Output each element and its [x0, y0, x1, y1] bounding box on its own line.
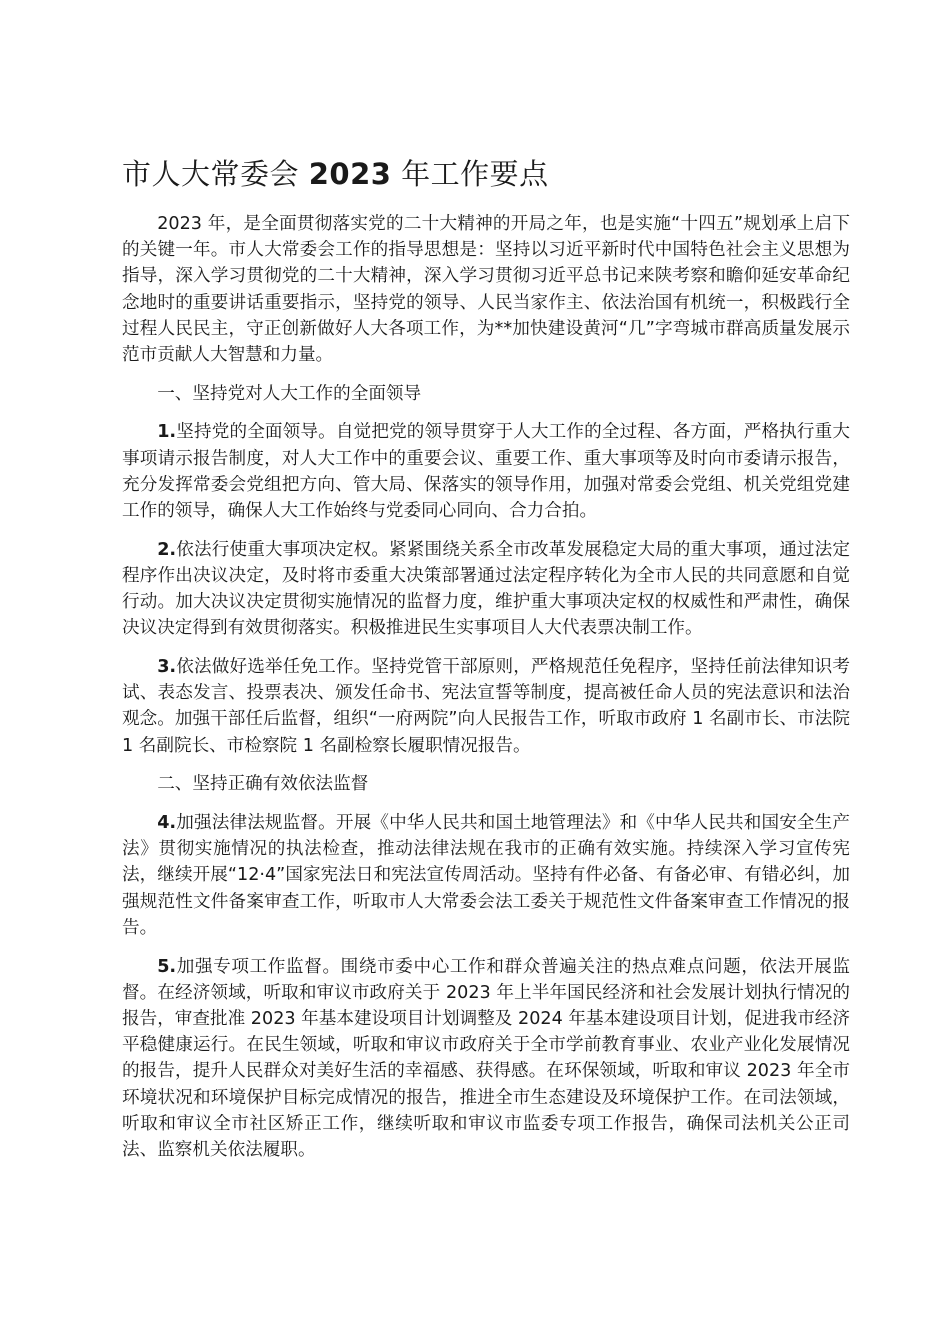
- item-text: 依法做好选举任免工作。坚持党管干部原则，严格规范任免程序，坚持任前法律知识考试、表态发言、投票表决、颁发任命书、宪法宣誓等制度，提高被任命人员的宪法意识和法治观念。加强干部任后监督，组织“一府两院”向人民报告工作，听取市政府 1 名副市长、市法院 1 名副院长、市检察院 1 名副检察长履职情况报告。: [122, 657, 850, 756]
- item-number: 3.: [157, 657, 177, 678]
- title-year: 2023: [308, 157, 392, 191]
- item-paragraph-2: [122, 537, 850, 642]
- intro-paragraph: 2023 年，是全面贯彻落实党的二十大精神的开局之年，也是实施“十四五”规划承上启下的关键一年。市人大常委会工作的指导思想是：坚持以习近平新时代中国特色社会主义思想为指导，深入学习贯彻党的二十大精神，深入学习贯彻习近平总书记来陕考察和瞻仰延安革命纪念地时的重要讲话重要指示，坚持党的领导、人民当家作主、依法治国有机统一，积极践行全过程人民民主，守正创新做好人大各项工作，为**加快建设黄河“几”字弯城市群高质量发展示范市贡献人大智慧和力量。: [122, 214, 850, 366]
- item-text: 依法行使重大事项决定权。紧紧围绕关系全市改革发展稳定大局的重大事项，通过法定程序作出决议决定，及时将市委重大决策部署通过法定程序转化为全市人民的共同意愿和自觉行动。加大决议决定贯彻实施情况的监督力度，维护重大事项决定权的权威性和严肃性，确保决议决定得到有效贯彻落实。积极推进民生实事项目人大代表票决制工作。: [122, 539, 850, 639]
- item-paragraph-5: [122, 954, 850, 1164]
- item-number: 5.: [157, 956, 177, 977]
- section-heading-2: 二、坚持正确有效依法监督: [157, 774, 369, 795]
- item-text: 加强专项工作监督。围绕市委中心工作和群众普遍关注的热点难点问题，依法开展监督。在经济领域，听取和审议市政府关于 2023 年上半年国民经济和社会发展计划执行情况的报告，审查批准 2023 年基本建设项目计划调整及 2024 年基本建设项目计划，促进我市经济平稳健康运行。在民生领域，听取和审议市政府关于全市学前教育事业、农业产业化发展情况的报告，提升人民群众对美好生活的幸福感、获得感。在环保领域，听取和审议 2023 年全市环境状况和环境保护目标完成情况的报告，推进全市生态建设及环境保护工作。在司法领域，听取和审议全市社区矫正工作，继续听取和审议市监委专项工作报告，确保司法机关公正司法、监察机关依法履职。: [122, 956, 850, 1160]
- document-page: [122, 152, 850, 1176]
- document-title: [122, 152, 850, 196]
- item-number: 1.: [157, 422, 177, 443]
- item-number: 2.: [157, 539, 177, 560]
- item-paragraph-4: [122, 810, 850, 941]
- title-suffix: 年工作要点: [401, 157, 549, 191]
- title-prefix: 市人大常委会: [122, 157, 300, 191]
- item-text: 坚持党的全面领导。自觉把党的领导贯穿于人大工作的全过程、各方面，严格执行重大事项请示报告制度，对人大工作中的重要会议、重要工作、重大事项等及时向市委请示报告，充分发挥常委会党组把方向、管大局、保落实的领导作用，加强对常委会党组、机关党组党建工作的领导，确保人大工作始终与党委同心同向、合力合拍。: [122, 422, 850, 522]
- item-text: 加强法律法规监督。开展《中华人民共和国土地管理法》和《中华人民共和国安全生产法》贯彻实施情况的执法检查，推动法律法规在我市的正确有效实施。持续深入学习宣传宪法，继续开展“12·4”国家宪法日和宪法宣传周活动。坚持有件必备、有备必审、有错必纠，加强规范性文件备案审查工作，听取市人大常委会法工委关于规范性文件备案审查工作情况的报告。: [122, 813, 850, 938]
- item-paragraph-3: [122, 654, 850, 759]
- section-heading-1: 一、坚持党对人大工作的全面领导: [157, 383, 422, 404]
- item-number: 4.: [157, 813, 177, 834]
- item-paragraph-1: [122, 419, 850, 524]
